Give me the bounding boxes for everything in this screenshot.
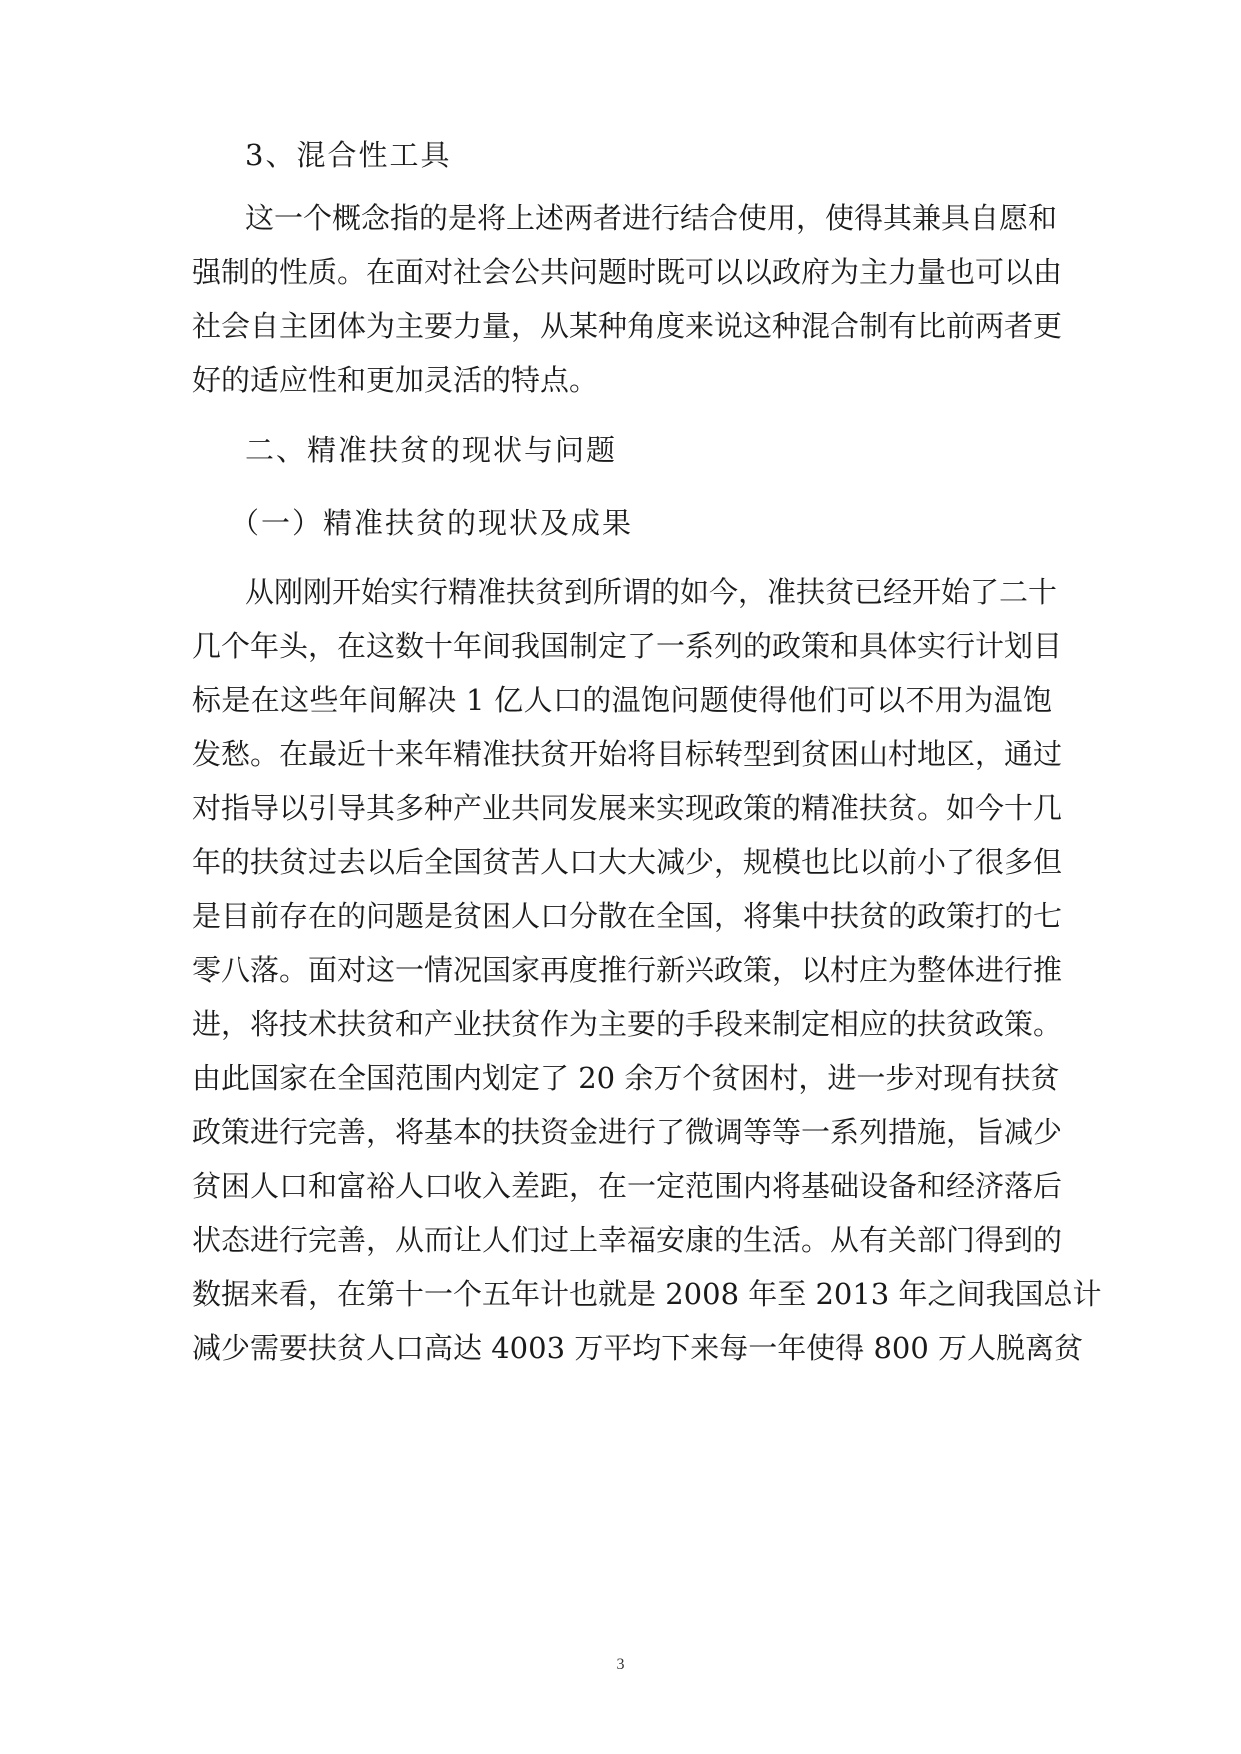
- subsection-heading-1: （一）精准扶贫的现状及成果: [230, 506, 634, 540]
- para2-line-7: 是目前存在的问题是贫困人口分散在全国，将集中扶贫的政策打的七: [192, 899, 1063, 933]
- para1-line-2: 强制的性质。在面对社会公共问题时既可以以政府为主力量也可以由: [192, 255, 1063, 289]
- para1-line-3: 社会自主团体为主要力量，从某种角度来说这种混合制有比前两者更: [192, 309, 1063, 343]
- para2-line-13: 状态进行完善，从而让人们过上幸福安康的生活。从有关部门得到的: [192, 1223, 1063, 1257]
- para2-line-14: 数据来看，在第十一个五年计也就是 2008 年至 2013 年之间我国总计: [192, 1277, 1102, 1311]
- para2-line-1: 从刚刚开始实行精准扶贫到所谓的如今，准扶贫已经开始了二十: [245, 575, 1058, 609]
- para1-line-1: 这一个概念指的是将上述两者进行结合使用，使得其兼具自愿和: [245, 201, 1058, 235]
- para1-line-4: 好的适应性和更加灵活的特点。: [192, 363, 599, 397]
- page-number: 3: [616, 1656, 625, 1673]
- para2-line-6: 年的扶贫过去以后全国贫苦人口大大减少，规模也比以前小了很多但: [192, 845, 1063, 879]
- para2-line-9: 进，将技术扶贫和产业扶贫作为主要的手段来制定相应的扶贫政策。: [192, 1007, 1063, 1041]
- para2-line-3: 标是在这些年间解决 1 亿人口的温饱问题使得他们可以不用为温饱: [192, 683, 1052, 717]
- para2-line-11: 政策进行完善，将基本的扶资金进行了微调等等一系列措施，旨减少: [192, 1115, 1063, 1149]
- para2-line-15: 减少需要扶贫人口高达 4003 万平均下来每一年使得 800 万人脱离贫: [192, 1331, 1084, 1365]
- para2-line-12: 贫困人口和富裕人口收入差距，在一定范围内将基础设备和经济落后: [192, 1169, 1063, 1203]
- para2-line-8: 零八落。面对这一情况国家再度推行新兴政策，以村庄为整体进行推: [192, 953, 1063, 987]
- para2-line-5: 对指导以引导其多种产业共同发展来实现政策的精准扶贫。如今十几: [192, 791, 1063, 825]
- para2-line-2: 几个年头，在这数十年间我国制定了一系列的政策和具体实行计划目: [192, 629, 1063, 663]
- section-heading-2: 二、精准扶贫的现状与问题: [245, 433, 618, 467]
- para2-line-4: 发愁。在最近十来年精准扶贫开始将目标转型到贫困山村地区，通过: [192, 737, 1063, 771]
- heading-mixed-tools: 3、混合性工具: [245, 138, 452, 172]
- para2-line-10: 由此国家在全国范围内划定了 20 余万个贫困村，进一步对现有扶贫: [192, 1061, 1060, 1095]
